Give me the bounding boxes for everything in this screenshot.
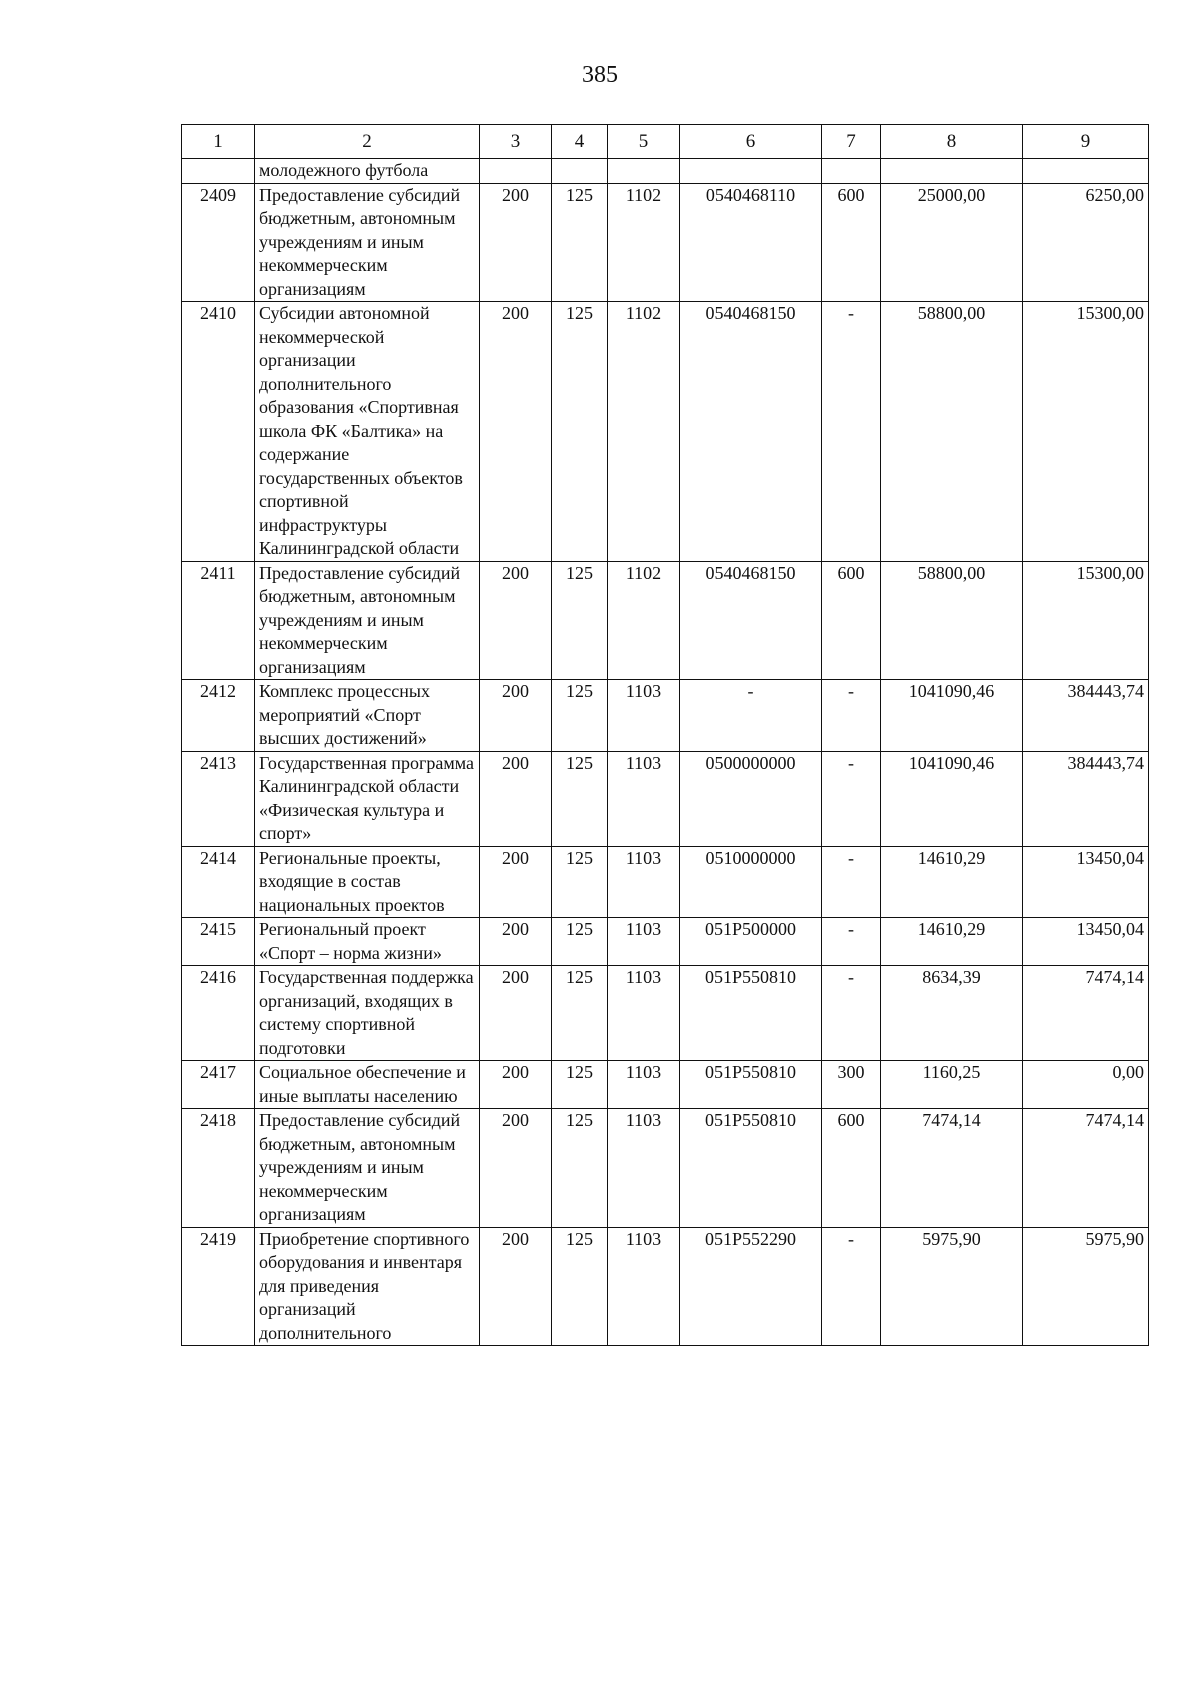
table-row [182, 159, 1149, 184]
col7-cell: - [822, 918, 881, 966]
row-number-cell: 2411 [182, 561, 255, 680]
col7-cell: - [822, 1227, 881, 1346]
row-number-cell: 2416 [182, 966, 255, 1061]
col8-cell: 5975,90 [881, 1227, 1023, 1346]
name-cell: Предоставление субсидий бюджетным, автономным учреждениям и иным некоммерческим организациям [255, 561, 480, 680]
col6-cell: 0500000000 [680, 751, 822, 846]
col9-cell: 384443,74 [1023, 680, 1149, 752]
col4-cell: 125 [552, 302, 608, 562]
col6-cell: 0540468150 [680, 561, 822, 680]
col7-cell: 600 [822, 1109, 881, 1228]
col7-cell: - [822, 751, 881, 846]
col8-cell: 1041090,46 [881, 751, 1023, 846]
col5-cell: 1103 [608, 680, 680, 752]
name-cell: Региональные проекты, входящие в состав национальных проектов [255, 846, 480, 918]
col6-cell: - [680, 680, 822, 752]
col6-cell: 051Р550810 [680, 966, 822, 1061]
col3-cell: 200 [480, 1227, 552, 1346]
row-number-cell [182, 159, 255, 184]
col3-cell: 200 [480, 183, 552, 302]
table-row [182, 1109, 1149, 1228]
col6-cell: 0510000000 [680, 846, 822, 918]
budget-table [181, 124, 1149, 1346]
page-number: 385 [582, 62, 618, 88]
col4-cell: 125 [552, 680, 608, 752]
col3-cell: 200 [480, 680, 552, 752]
col7-cell: 300 [822, 1061, 881, 1109]
col4-cell: 125 [552, 751, 608, 846]
table-row [182, 751, 1149, 846]
col3-cell: 200 [480, 1109, 552, 1228]
col7-cell: - [822, 302, 881, 562]
row-number-cell: 2415 [182, 918, 255, 966]
col8-cell [881, 159, 1023, 184]
name-cell: молодежного футбола [255, 159, 480, 184]
header-row [182, 125, 1149, 159]
col5-cell: 1103 [608, 1109, 680, 1228]
col6-cell [680, 159, 822, 184]
col6-cell: 051Р500000 [680, 918, 822, 966]
column-header: 7 [822, 125, 881, 159]
col5-cell: 1103 [608, 846, 680, 918]
col8-cell: 8634,39 [881, 966, 1023, 1061]
table-row [182, 918, 1149, 966]
col3-cell [480, 159, 552, 184]
col5-cell: 1102 [608, 183, 680, 302]
name-cell: Региональный проект «Спорт – норма жизни» [255, 918, 480, 966]
col7-cell: - [822, 966, 881, 1061]
col8-cell: 1041090,46 [881, 680, 1023, 752]
table-row [182, 561, 1149, 680]
col4-cell: 125 [552, 1109, 608, 1228]
col8-cell: 7474,14 [881, 1109, 1023, 1228]
column-header: 5 [608, 125, 680, 159]
name-cell: Социальное обеспечение и иные выплаты населению [255, 1061, 480, 1109]
col5-cell: 1102 [608, 302, 680, 562]
col4-cell: 125 [552, 1227, 608, 1346]
col3-cell: 200 [480, 966, 552, 1061]
col5-cell: 1103 [608, 1227, 680, 1346]
col9-cell: 7474,14 [1023, 966, 1149, 1061]
col5-cell: 1103 [608, 918, 680, 966]
column-header: 1 [182, 125, 255, 159]
col6-cell: 0540468110 [680, 183, 822, 302]
col7-cell: 600 [822, 183, 881, 302]
col3-cell: 200 [480, 561, 552, 680]
table-row [182, 680, 1149, 752]
col9-cell: 13450,04 [1023, 918, 1149, 966]
col4-cell: 125 [552, 183, 608, 302]
col8-cell: 25000,00 [881, 183, 1023, 302]
col9-cell: 13450,04 [1023, 846, 1149, 918]
col9-cell: 5975,90 [1023, 1227, 1149, 1346]
name-cell: Государственная программа Калининградской области «Физическая культура и спорт» [255, 751, 480, 846]
row-number-cell: 2409 [182, 183, 255, 302]
col5-cell: 1102 [608, 561, 680, 680]
row-number-cell: 2419 [182, 1227, 255, 1346]
col4-cell: 125 [552, 918, 608, 966]
table-row [182, 183, 1149, 302]
col8-cell: 58800,00 [881, 561, 1023, 680]
col6-cell: 051Р552290 [680, 1227, 822, 1346]
col4-cell: 125 [552, 561, 608, 680]
col3-cell: 200 [480, 918, 552, 966]
col9-cell: 384443,74 [1023, 751, 1149, 846]
row-number-cell: 2413 [182, 751, 255, 846]
table-row [182, 1061, 1149, 1109]
col3-cell: 200 [480, 846, 552, 918]
col5-cell: 1103 [608, 966, 680, 1061]
col8-cell: 14610,29 [881, 846, 1023, 918]
column-header: 8 [881, 125, 1023, 159]
row-number-cell: 2418 [182, 1109, 255, 1228]
table-row [182, 302, 1149, 562]
col9-cell: 0,00 [1023, 1061, 1149, 1109]
col9-cell [1023, 159, 1149, 184]
col7-cell: - [822, 680, 881, 752]
row-number-cell: 2410 [182, 302, 255, 562]
col5-cell: 1103 [608, 1061, 680, 1109]
col8-cell: 58800,00 [881, 302, 1023, 562]
col6-cell: 051Р550810 [680, 1109, 822, 1228]
row-number-cell: 2414 [182, 846, 255, 918]
table-row [182, 846, 1149, 918]
name-cell: Комплекс процессных мероприятий «Спорт высших достижений» [255, 680, 480, 752]
col9-cell: 6250,00 [1023, 183, 1149, 302]
name-cell: Предоставление субсидий бюджетным, автономным учреждениям и иным некоммерческим организациям [255, 183, 480, 302]
col7-cell: 600 [822, 561, 881, 680]
table-row [182, 966, 1149, 1061]
col3-cell: 200 [480, 751, 552, 846]
row-number-cell: 2417 [182, 1061, 255, 1109]
col8-cell: 1160,25 [881, 1061, 1023, 1109]
col6-cell: 051Р550810 [680, 1061, 822, 1109]
name-cell: Субсидии автономной некоммерческой организации дополнительного образования «Спортивная школа ФК «Балтика» на содержание государственных объектов спортивной инфраструктуры Калининградской области [255, 302, 480, 562]
col9-cell: 7474,14 [1023, 1109, 1149, 1228]
col8-cell: 14610,29 [881, 918, 1023, 966]
col4-cell: 125 [552, 966, 608, 1061]
column-header: 6 [680, 125, 822, 159]
col7-cell: - [822, 846, 881, 918]
name-cell: Предоставление субсидий бюджетным, автономным учреждениям и иным некоммерческим организациям [255, 1109, 480, 1228]
col3-cell: 200 [480, 1061, 552, 1109]
table-row [182, 1227, 1149, 1346]
col4-cell: 125 [552, 1061, 608, 1109]
col6-cell: 0540468150 [680, 302, 822, 562]
name-cell: Приобретение спортивного оборудования и инвентаря для приведения организаций дополнительного [255, 1227, 480, 1346]
col9-cell: 15300,00 [1023, 302, 1149, 562]
col4-cell: 125 [552, 846, 608, 918]
column-header: 2 [255, 125, 480, 159]
row-number-cell: 2412 [182, 680, 255, 752]
col3-cell: 200 [480, 302, 552, 562]
col5-cell [608, 159, 680, 184]
column-header: 9 [1023, 125, 1149, 159]
column-header: 3 [480, 125, 552, 159]
col7-cell [822, 159, 881, 184]
col5-cell: 1103 [608, 751, 680, 846]
col4-cell [552, 159, 608, 184]
col9-cell: 15300,00 [1023, 561, 1149, 680]
column-header: 4 [552, 125, 608, 159]
name-cell: Государственная поддержка организаций, входящих в систему спортивной подготовки [255, 966, 480, 1061]
